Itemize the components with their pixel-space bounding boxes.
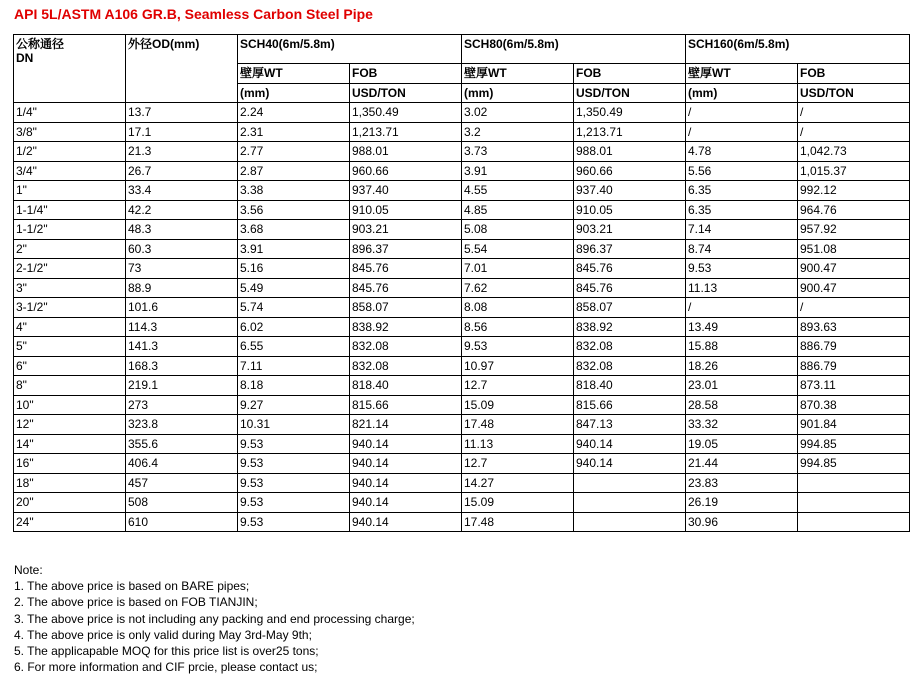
sch40-wt-cell: 5.16 <box>238 259 350 279</box>
table-row <box>14 473 910 493</box>
sch80-wt-cell: 17.48 <box>462 415 574 435</box>
note-item: 5. The applicapable MOQ for this price list is over25 tons; <box>14 644 319 659</box>
sch40-fob-cell: 845.76 <box>350 278 462 298</box>
sch80-wt-cell: 4.55 <box>462 181 574 201</box>
sch40-wt-cell: 5.49 <box>238 278 350 298</box>
sch160-fob-cell: 900.47 <box>798 259 910 279</box>
od-cell: 48.3 <box>126 220 238 240</box>
sch80-fob-cell: 845.76 <box>574 278 686 298</box>
od-cell: 457 <box>126 473 238 493</box>
sch160-wt-cell: / <box>686 103 798 123</box>
sch80-wt-cell: 4.85 <box>462 200 574 220</box>
sch160-fob-header: FOB <box>798 64 910 84</box>
sch80-fob-cell: 903.21 <box>574 220 686 240</box>
sch40-wt-cell: 9.27 <box>238 395 350 415</box>
dn-cell: 1-1/2" <box>14 220 126 240</box>
table-row <box>14 103 910 123</box>
od-cell: 168.3 <box>126 356 238 376</box>
note-item: 1. The above price is based on BARE pipes; <box>14 579 250 594</box>
dn-cell: 24" <box>14 512 126 532</box>
sch40-fob-cell: 818.40 <box>350 376 462 396</box>
sch160-fob-cell: 1,015.37 <box>798 161 910 181</box>
table-row <box>14 278 910 298</box>
table-row <box>14 181 910 201</box>
sch40-wt-cell: 6.55 <box>238 337 350 357</box>
sch80-fob-cell: 832.08 <box>574 337 686 357</box>
sch160-fob-cell: 886.79 <box>798 337 910 357</box>
dn-label: 公称通径 <box>16 37 65 51</box>
sch40-wt-header: 壁厚WT <box>238 64 350 84</box>
sch80-wt-cell: 14.27 <box>462 473 574 493</box>
sch80-wt-header: 壁厚WT <box>462 64 574 84</box>
od-cell: 101.6 <box>126 298 238 318</box>
sch160-wt-cell: 15.88 <box>686 337 798 357</box>
sch80-fob-cell: 858.07 <box>574 298 686 318</box>
dn-cell: 1/4" <box>14 103 126 123</box>
sch40-fob-cell: 988.01 <box>350 142 462 162</box>
od-cell: 141.3 <box>126 337 238 357</box>
sch40-fob-unit: USD/TON <box>350 83 462 103</box>
price-table <box>13 34 910 532</box>
sch80-wt-cell: 12.7 <box>462 454 574 474</box>
sch160-fob-cell <box>798 473 910 493</box>
table-row <box>14 356 910 376</box>
table-row <box>14 395 910 415</box>
table-row <box>14 122 910 142</box>
od-cell: 219.1 <box>126 376 238 396</box>
sch160-fob-cell: 994.85 <box>798 454 910 474</box>
sch160-wt-cell: / <box>686 298 798 318</box>
table-row <box>14 239 910 259</box>
dn-cell: 10" <box>14 395 126 415</box>
sch160-fob-unit: USD/TON <box>798 83 910 103</box>
sch40-fob-cell: 940.14 <box>350 473 462 493</box>
price-table-body <box>14 35 910 532</box>
od-cell: 610 <box>126 512 238 532</box>
sch80-wt-cell: 5.08 <box>462 220 574 240</box>
dn-cell: 3" <box>14 278 126 298</box>
od-header: 外径OD(mm) <box>126 35 238 103</box>
sch80-fob-cell <box>574 493 686 513</box>
sch80-fob-header: FOB <box>574 64 686 84</box>
od-cell: 323.8 <box>126 415 238 435</box>
dn-cell: 2-1/2" <box>14 259 126 279</box>
od-cell: 508 <box>126 493 238 513</box>
sch160-wt-cell: 26.19 <box>686 493 798 513</box>
table-row <box>14 493 910 513</box>
sch160-wt-cell: 7.14 <box>686 220 798 240</box>
notes-heading: Note: <box>14 563 43 577</box>
sch80-wt-cell: 15.09 <box>462 493 574 513</box>
table-row <box>14 337 910 357</box>
sch80-wt-cell: 8.08 <box>462 298 574 318</box>
table-row <box>14 161 910 181</box>
sch160-wt-cell: 8.74 <box>686 239 798 259</box>
od-cell: 114.3 <box>126 317 238 337</box>
sch160-fob-cell: 994.85 <box>798 434 910 454</box>
dn-cell: 5" <box>14 337 126 357</box>
dn-cell: 6" <box>14 356 126 376</box>
sch40-wt-cell: 9.53 <box>238 434 350 454</box>
sch80-wt-unit: (mm) <box>462 83 574 103</box>
sch40-fob-cell: 1,213.71 <box>350 122 462 142</box>
sch160-wt-cell: 5.56 <box>686 161 798 181</box>
sch160-fob-cell: 901.84 <box>798 415 910 435</box>
sch160-fob-cell: 870.38 <box>798 395 910 415</box>
sch80-fob-unit: USD/TON <box>574 83 686 103</box>
sch40-fob-cell: 940.14 <box>350 512 462 532</box>
dn-sub-label: DN <box>16 51 34 65</box>
sch40-fob-cell: 937.40 <box>350 181 462 201</box>
od-cell: 355.6 <box>126 434 238 454</box>
od-cell: 60.3 <box>126 239 238 259</box>
od-cell: 42.2 <box>126 200 238 220</box>
sch40-fob-cell: 896.37 <box>350 239 462 259</box>
sch80-wt-cell: 7.62 <box>462 278 574 298</box>
sch40-wt-cell: 10.31 <box>238 415 350 435</box>
sch160-fob-cell: 900.47 <box>798 278 910 298</box>
sch160-wt-cell: / <box>686 122 798 142</box>
dn-cell: 18" <box>14 473 126 493</box>
sch80-wt-cell: 11.13 <box>462 434 574 454</box>
dn-cell: 20" <box>14 493 126 513</box>
sch80-fob-cell: 910.05 <box>574 200 686 220</box>
table-row <box>14 376 910 396</box>
sch80-wt-cell: 3.2 <box>462 122 574 142</box>
dn-cell: 1/2" <box>14 142 126 162</box>
table-row <box>14 259 910 279</box>
sch80-fob-cell: 896.37 <box>574 239 686 259</box>
sch160-wt-cell: 23.83 <box>686 473 798 493</box>
sch160-wt-cell: 18.26 <box>686 356 798 376</box>
sch40-wt-cell: 5.74 <box>238 298 350 318</box>
sch160-wt-cell: 13.49 <box>686 317 798 337</box>
sch40-header: SCH40(6m/5.8m) <box>238 35 462 64</box>
table-row <box>14 454 910 474</box>
table-row <box>14 415 910 435</box>
sch160-fob-cell: 957.92 <box>798 220 910 240</box>
sch160-fob-cell: 873.11 <box>798 376 910 396</box>
sch40-fob-cell: 838.92 <box>350 317 462 337</box>
dn-cell: 4" <box>14 317 126 337</box>
sch160-fob-cell: / <box>798 122 910 142</box>
sch160-header: SCH160(6m/5.8m) <box>686 35 910 64</box>
sch80-wt-cell: 9.53 <box>462 337 574 357</box>
sch80-wt-cell: 3.02 <box>462 103 574 123</box>
od-cell: 17.1 <box>126 122 238 142</box>
note-item: 6. For more information and CIF prcie, please contact us; <box>14 660 318 675</box>
sch80-wt-cell: 17.48 <box>462 512 574 532</box>
sch40-wt-cell: 2.77 <box>238 142 350 162</box>
sch40-wt-cell: 3.38 <box>238 181 350 201</box>
od-cell: 273 <box>126 395 238 415</box>
od-cell: 73 <box>126 259 238 279</box>
table-row <box>14 434 910 454</box>
sch80-fob-cell: 845.76 <box>574 259 686 279</box>
sch160-fob-cell <box>798 512 910 532</box>
sch80-wt-cell: 7.01 <box>462 259 574 279</box>
table-row <box>14 220 910 240</box>
sch40-wt-cell: 3.91 <box>238 239 350 259</box>
sch80-wt-cell: 8.56 <box>462 317 574 337</box>
document-title: API 5L/ASTM A106 GR.B, Seamless Carbon Steel Pipe <box>14 6 373 22</box>
sch160-wt-cell: 11.13 <box>686 278 798 298</box>
sch160-fob-cell: 1,042.73 <box>798 142 910 162</box>
sch40-wt-cell: 6.02 <box>238 317 350 337</box>
sch160-wt-cell: 19.05 <box>686 434 798 454</box>
table-row <box>14 200 910 220</box>
table-row <box>14 298 910 318</box>
sch80-fob-cell: 847.13 <box>574 415 686 435</box>
sch40-fob-cell: 910.05 <box>350 200 462 220</box>
sch40-fob-cell: 903.21 <box>350 220 462 240</box>
sch160-wt-cell: 9.53 <box>686 259 798 279</box>
sch40-fob-cell: 821.14 <box>350 415 462 435</box>
sch160-wt-cell: 6.35 <box>686 200 798 220</box>
sch160-fob-cell: 886.79 <box>798 356 910 376</box>
sch80-fob-cell: 1,213.71 <box>574 122 686 142</box>
sch80-wt-cell: 10.97 <box>462 356 574 376</box>
sch160-wt-cell: 23.01 <box>686 376 798 396</box>
sch40-fob-cell: 858.07 <box>350 298 462 318</box>
od-cell: 88.9 <box>126 278 238 298</box>
sch40-wt-cell: 9.53 <box>238 512 350 532</box>
sch40-fob-cell: 960.66 <box>350 161 462 181</box>
sch40-wt-cell: 2.31 <box>238 122 350 142</box>
sch40-fob-cell: 815.66 <box>350 395 462 415</box>
sch80-header: SCH80(6m/5.8m) <box>462 35 686 64</box>
sch160-fob-cell: 951.08 <box>798 239 910 259</box>
sch40-wt-cell: 2.24 <box>238 103 350 123</box>
table-row <box>14 512 910 532</box>
sch80-wt-cell: 3.91 <box>462 161 574 181</box>
sch40-fob-cell: 832.08 <box>350 337 462 357</box>
note-item: 4. The above price is only valid during May 3rd-May 9th; <box>14 627 312 642</box>
sch80-fob-cell: 988.01 <box>574 142 686 162</box>
sch160-wt-unit: (mm) <box>686 83 798 103</box>
sch80-wt-cell: 5.54 <box>462 239 574 259</box>
dn-cell: 2" <box>14 239 126 259</box>
sch40-wt-cell: 3.68 <box>238 220 350 240</box>
dn-cell: 3/8" <box>14 122 126 142</box>
table-row <box>14 142 910 162</box>
table-row <box>14 317 910 337</box>
sch80-fob-cell: 940.14 <box>574 454 686 474</box>
od-cell: 406.4 <box>126 454 238 474</box>
sch40-fob-cell: 845.76 <box>350 259 462 279</box>
sch80-wt-cell: 12.7 <box>462 376 574 396</box>
sch40-wt-cell: 7.11 <box>238 356 350 376</box>
sch80-fob-cell: 937.40 <box>574 181 686 201</box>
dn-cell: 8" <box>14 376 126 396</box>
sch80-fob-cell: 1,350.49 <box>574 103 686 123</box>
dn-cell: 1" <box>14 181 126 201</box>
sch40-fob-cell: 940.14 <box>350 434 462 454</box>
sch160-wt-cell: 6.35 <box>686 181 798 201</box>
sch160-fob-cell <box>798 493 910 513</box>
sch40-fob-header: FOB <box>350 64 462 84</box>
sch80-wt-cell: 15.09 <box>462 395 574 415</box>
sch160-wt-cell: 33.32 <box>686 415 798 435</box>
dn-cell: 14" <box>14 434 126 454</box>
header-row-1 <box>14 35 910 64</box>
note-item: 2. The above price is based on FOB TIANJIN; <box>14 595 258 610</box>
sch80-fob-cell: 818.40 <box>574 376 686 396</box>
sch80-fob-cell: 940.14 <box>574 434 686 454</box>
sch160-wt-cell: 28.58 <box>686 395 798 415</box>
sch80-fob-cell: 838.92 <box>574 317 686 337</box>
sch160-fob-cell: / <box>798 103 910 123</box>
od-cell: 33.4 <box>126 181 238 201</box>
sch160-wt-cell: 30.96 <box>686 512 798 532</box>
sch40-wt-cell: 9.53 <box>238 454 350 474</box>
sch160-wt-cell: 4.78 <box>686 142 798 162</box>
dn-header <box>14 35 126 103</box>
sch40-fob-cell: 940.14 <box>350 454 462 474</box>
sch80-fob-cell: 832.08 <box>574 356 686 376</box>
sch80-fob-cell <box>574 473 686 493</box>
sch40-wt-cell: 9.53 <box>238 493 350 513</box>
sch80-fob-cell: 960.66 <box>574 161 686 181</box>
sch40-wt-cell: 8.18 <box>238 376 350 396</box>
dn-cell: 3/4" <box>14 161 126 181</box>
sch80-fob-cell <box>574 512 686 532</box>
note-item: 3. The above price is not including any packing and end processing charge; <box>14 611 415 626</box>
sch40-wt-cell: 3.56 <box>238 200 350 220</box>
sch160-fob-cell: 964.76 <box>798 200 910 220</box>
sch160-fob-cell: / <box>798 298 910 318</box>
notes-section <box>14 562 415 675</box>
sch40-fob-cell: 940.14 <box>350 493 462 513</box>
sch160-fob-cell: 893.63 <box>798 317 910 337</box>
od-cell: 21.3 <box>126 142 238 162</box>
sch80-wt-cell: 3.73 <box>462 142 574 162</box>
od-cell: 13.7 <box>126 103 238 123</box>
od-cell: 26.7 <box>126 161 238 181</box>
dn-cell: 12" <box>14 415 126 435</box>
sch40-wt-cell: 2.87 <box>238 161 350 181</box>
sch160-wt-header: 壁厚WT <box>686 64 798 84</box>
sch160-fob-cell: 992.12 <box>798 181 910 201</box>
sch160-wt-cell: 21.44 <box>686 454 798 474</box>
sch40-wt-unit: (mm) <box>238 83 350 103</box>
sch40-fob-cell: 832.08 <box>350 356 462 376</box>
dn-cell: 16" <box>14 454 126 474</box>
sch80-fob-cell: 815.66 <box>574 395 686 415</box>
sch40-wt-cell: 9.53 <box>238 473 350 493</box>
dn-cell: 1-1/4" <box>14 200 126 220</box>
dn-cell: 3-1/2" <box>14 298 126 318</box>
sch40-fob-cell: 1,350.49 <box>350 103 462 123</box>
